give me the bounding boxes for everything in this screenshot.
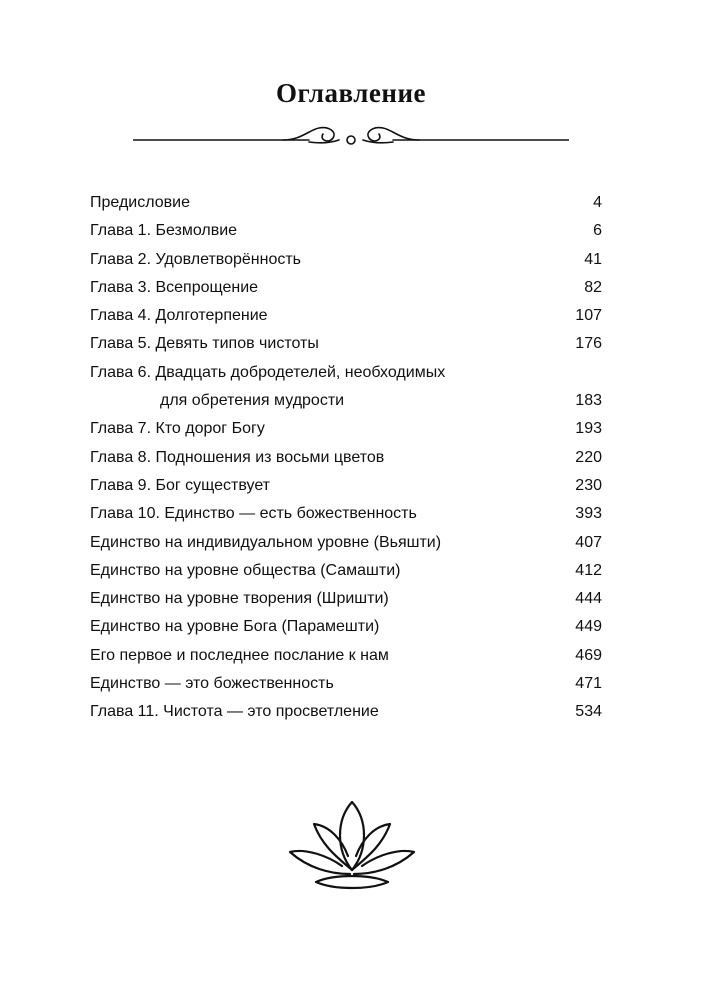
- toc-entry: [90, 529, 602, 557]
- toc-entry-label: для обретения мудрости: [160, 392, 345, 410]
- toc-entry-page: 444: [575, 590, 602, 608]
- toc-entry: [90, 670, 602, 698]
- dot-leader: [273, 474, 572, 490]
- toc-entry-page: 193: [575, 420, 602, 438]
- dot-leader: [387, 446, 572, 462]
- table-of-contents: [90, 189, 602, 727]
- toc-entry-page: 6: [593, 222, 602, 240]
- dot-leader: [382, 700, 573, 716]
- toc-entry: [90, 557, 602, 585]
- dot-leader: [392, 644, 572, 660]
- toc-entry-page: 107: [575, 307, 602, 325]
- dot-leader: [261, 276, 581, 292]
- toc-entry: [90, 585, 602, 613]
- toc-entry: [90, 189, 602, 217]
- toc-entry-label: Глава 4. Долготерпение: [90, 307, 268, 325]
- toc-entry-label: Единство на уровне творения (Шришти): [90, 590, 389, 608]
- dot-leader: [268, 417, 572, 433]
- toc-entry-label: Глава 2. Удовлетворённость: [90, 250, 302, 268]
- toc-entry: [90, 274, 602, 302]
- toc-entry-page: 82: [584, 278, 602, 296]
- toc-entry-label: Его первое и последнее послание к нам: [90, 646, 389, 664]
- toc-entry-label: Глава 7. Кто дорог Богу: [90, 420, 265, 438]
- lotus-icon: [286, 800, 418, 892]
- toc-entry-label: Единство на индивидуальном уровне (Вьяшти): [90, 533, 442, 551]
- dot-leader: [403, 559, 572, 575]
- toc-entry-page: 407: [575, 533, 602, 551]
- toc-entry: [90, 500, 602, 528]
- toc-entry-label: Единство на уровне Бога (Парамешти): [90, 618, 380, 636]
- dot-leader: [322, 332, 572, 348]
- toc-entry: [90, 246, 602, 274]
- toc-entry: [90, 415, 602, 443]
- dot-leader: [347, 389, 572, 405]
- toc-entry-label: Глава 11. Чистота — это просветление: [90, 703, 379, 721]
- toc-entry-continuation: [90, 387, 602, 415]
- dot-leader: [304, 248, 581, 264]
- toc-entry-page: 469: [575, 646, 602, 664]
- toc-entry-page: 230: [575, 476, 602, 494]
- toc-entry-label: Глава 5. Девять типов чистоты: [90, 335, 319, 353]
- toc-entry: [90, 444, 602, 472]
- toc-entry-page: 412: [575, 561, 602, 579]
- toc-entry-page: 393: [575, 505, 602, 523]
- dot-leader: [444, 531, 572, 547]
- dot-leader: [392, 587, 573, 603]
- toc-entry: [90, 698, 602, 726]
- toc-entry-label: Единство — это божественность: [90, 675, 334, 693]
- toc-entry-label: Глава 1. Безмолвие: [90, 222, 238, 240]
- toc-entry-page: 471: [575, 675, 602, 693]
- toc-entry: [90, 217, 602, 245]
- toc-entry: [90, 330, 602, 358]
- toc-entry-label: Глава 8. Подношения из восьми цветов: [90, 448, 385, 466]
- toc-entry-label: Глава 3. Всепрощение: [90, 278, 259, 296]
- toc-entry-page: 176: [575, 335, 602, 353]
- toc-entry-page: 534: [575, 703, 602, 721]
- dot-leader: [420, 502, 572, 518]
- dot-leader: [337, 672, 573, 688]
- dot-leader: [271, 304, 573, 320]
- dot-leader: [240, 219, 590, 235]
- toc-entry-page: 183: [575, 392, 602, 410]
- toc-entry-label: Глава 6. Двадцать добродетелей, необходимых: [90, 363, 446, 381]
- toc-entry-label: Глава 10. Единство — есть божественность: [90, 505, 417, 523]
- toc-entry: [90, 302, 602, 330]
- toc-entry-label: Единство на уровне общества (Самашти): [90, 561, 401, 579]
- toc-entry: [90, 359, 602, 387]
- page-title: Оглавление: [276, 78, 426, 108]
- dot-leader: [382, 615, 572, 631]
- flourish-divider-icon: [133, 118, 569, 154]
- toc-entry-label: Глава 9. Бог существует: [90, 476, 271, 494]
- toc-entry: [90, 472, 602, 500]
- toc-entry: [90, 613, 602, 641]
- toc-entry-page: 4: [593, 194, 602, 211]
- dot-leader: [193, 191, 590, 207]
- toc-entry-page: 449: [575, 618, 602, 636]
- toc-entry-page: 41: [584, 250, 602, 268]
- toc-entry-label: Предисловие: [90, 194, 190, 211]
- toc-entry: [90, 642, 602, 670]
- toc-entry-page: 220: [575, 448, 602, 466]
